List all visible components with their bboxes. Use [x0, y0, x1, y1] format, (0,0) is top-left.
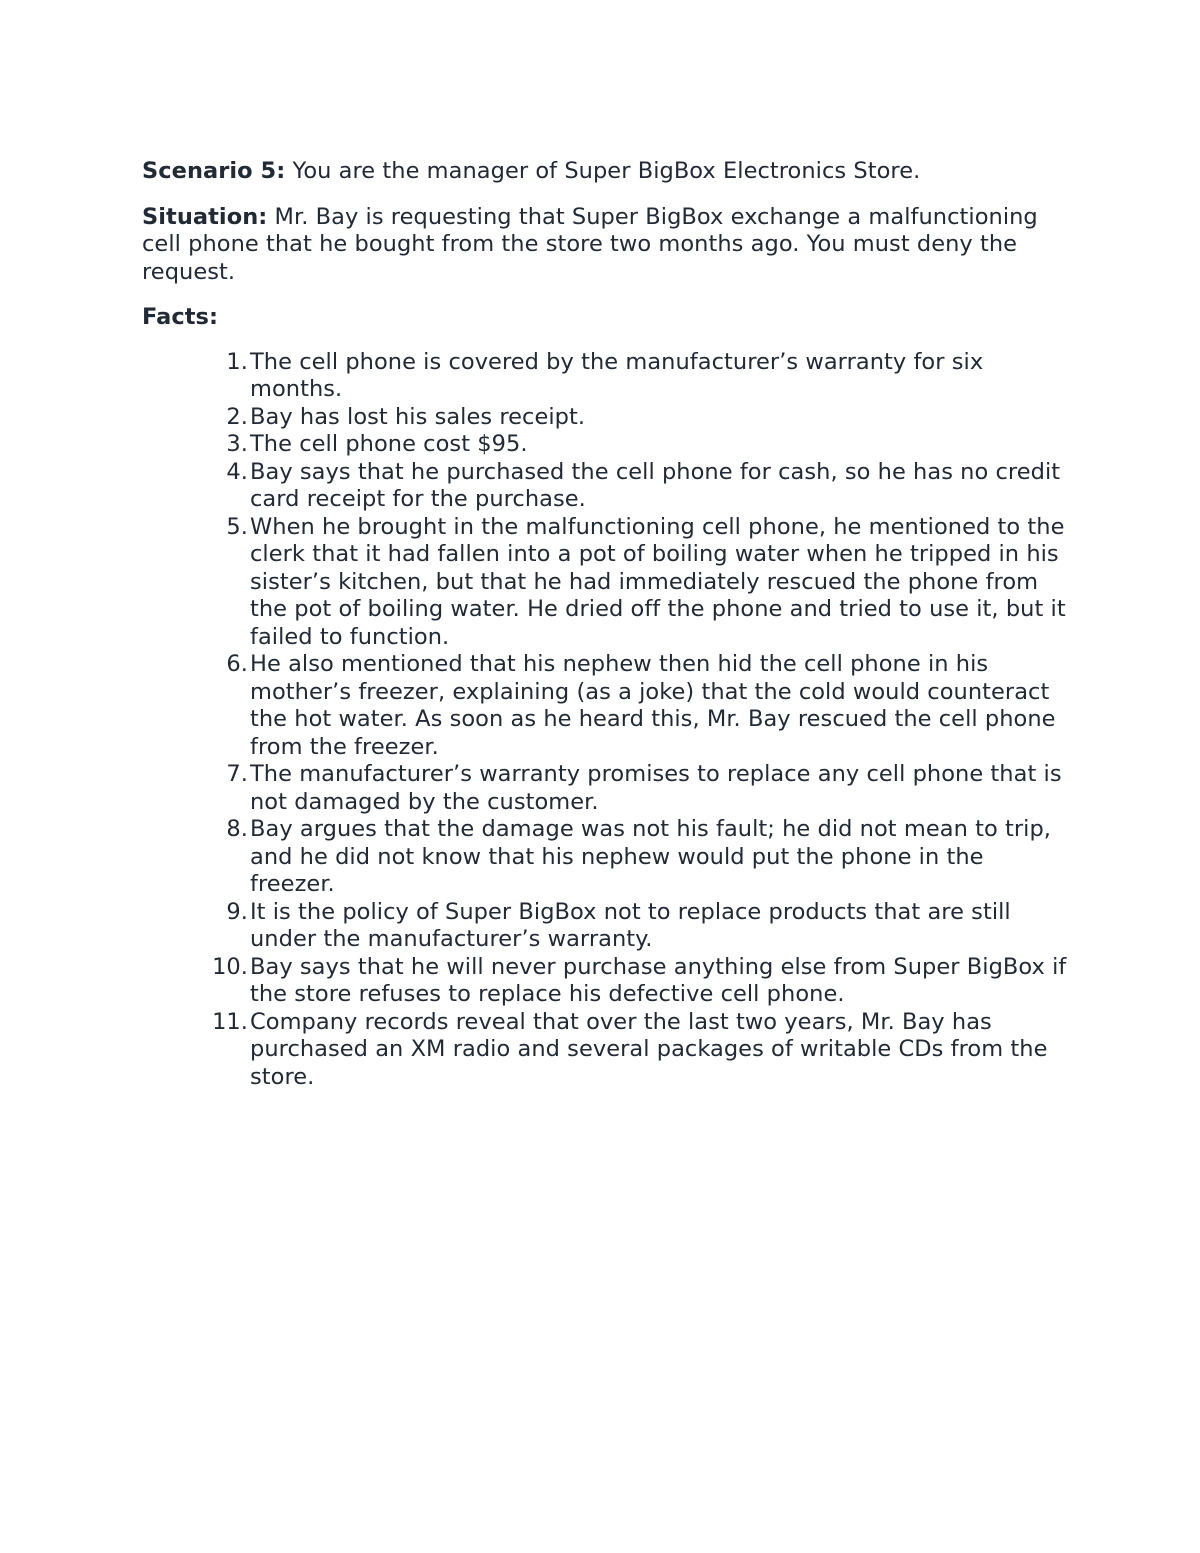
- fact-number: 6.: [226, 651, 248, 677]
- fact-text: Bay says that he will never purchase anything else from Super BigBox if the store refuses to replace his defective cell phone.: [250, 953, 1067, 1007]
- fact-item: [142, 761, 1072, 816]
- fact-item: [142, 816, 1072, 899]
- situation-paragraph: [142, 204, 1072, 287]
- fact-item: [142, 1009, 1072, 1092]
- fact-text: The cell phone is covered by the manufacturer’s warranty for six months.: [250, 348, 984, 402]
- fact-text: It is the policy of Super BigBox not to replace products that are still under the manufacturer’s warranty.: [250, 898, 1011, 952]
- fact-text: The cell phone cost $95.: [250, 431, 528, 457]
- scenario-label: Scenario 5:: [142, 158, 286, 184]
- facts-heading: Facts:: [142, 304, 219, 330]
- fact-item: [142, 404, 1072, 432]
- fact-number: 1.: [226, 348, 248, 375]
- fact-number: 7.: [226, 761, 248, 787]
- scenario-paragraph: [142, 158, 1072, 186]
- scenario-text: You are the manager of Super BigBox Electronics Store.: [285, 158, 921, 184]
- fact-number: 8.: [226, 816, 248, 842]
- fact-text: He also mentioned that his nephew then hid the cell phone in his mother’s freezer, explaining (as a joke) that the cold would counteract the hot water. As soon as he heard this, Mr. Bay rescued the cell phone from the freezer.: [250, 651, 1056, 760]
- fact-number: 9.: [226, 898, 248, 925]
- fact-item: [142, 651, 1072, 761]
- fact-item: [142, 349, 1072, 404]
- situation-text: Mr. Bay is requesting that Super BigBox exchange a malfunctioning cell phone that he bought from the store two months ago. You must deny the request.: [142, 203, 1038, 285]
- fact-item: [142, 459, 1072, 514]
- fact-item: [142, 899, 1072, 954]
- fact-text: Bay argues that the damage was not his fault; he did not mean to trip, and he did not know that his nephew would put the phone in the freezer.: [250, 816, 1051, 897]
- fact-number: 3.: [226, 431, 248, 457]
- document-page: [142, 158, 1072, 1091]
- facts-list: [142, 349, 1072, 1092]
- fact-item: [142, 431, 1072, 459]
- fact-number: 4.: [226, 458, 248, 485]
- fact-text: When he brought in the malfunctioning cell phone, he mentioned to the clerk that it had fallen into a pot of boiling water when he tripped in his sister’s kitchen, but that he had immediately rescued the phone from the pot of boiling water. He dried off the phone and tried to use it, but it failed to function.: [250, 513, 1066, 650]
- fact-text: Company records reveal that over the last two years, Mr. Bay has purchased an XM radio and several packages of writable CDs from the store.: [250, 1008, 1048, 1090]
- fact-number: 11.: [212, 1008, 248, 1035]
- fact-number: 2.: [226, 403, 248, 430]
- fact-text: Bay says that he purchased the cell phone for cash, so he has no credit card receipt for the purchase.: [250, 458, 1061, 512]
- fact-number: 10.: [212, 953, 248, 980]
- fact-number: 5.: [226, 513, 248, 540]
- fact-text: The manufacturer’s warranty promises to replace any cell phone that is not damaged by the customer.: [250, 761, 1062, 815]
- fact-text: Bay has lost his sales receipt.: [250, 403, 586, 430]
- fact-item: [142, 954, 1072, 1009]
- fact-item: [142, 514, 1072, 652]
- situation-label: Situation:: [142, 203, 268, 230]
